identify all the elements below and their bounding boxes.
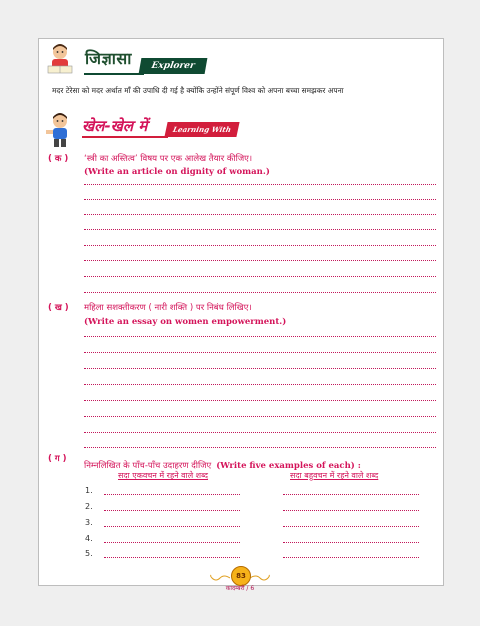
singular-answer-line[interactable] bbox=[104, 510, 240, 511]
question-english: (Write an article on dignity of woman.) bbox=[84, 167, 270, 177]
answer-line[interactable] bbox=[84, 447, 436, 448]
answer-line[interactable] bbox=[84, 416, 436, 417]
plural-answer-line[interactable] bbox=[283, 542, 419, 543]
explorer-badge: Explorer bbox=[139, 58, 208, 74]
item-number: 1. bbox=[85, 486, 93, 495]
answer-line[interactable] bbox=[84, 214, 436, 215]
answer-line[interactable] bbox=[84, 199, 436, 200]
jigyasa-underline bbox=[84, 73, 144, 75]
item-number: 5. bbox=[85, 549, 93, 558]
question-label: ( ग ) bbox=[48, 454, 67, 464]
answer-line[interactable] bbox=[84, 276, 436, 277]
question-label: ( क ) bbox=[48, 154, 69, 164]
jigyasa-title: जिज्ञासा bbox=[85, 49, 132, 68]
learning-badge: Learning With Fun bbox=[164, 122, 239, 137]
answer-line[interactable] bbox=[84, 229, 436, 230]
book-footer: कादम्बरी / 6 bbox=[225, 585, 255, 592]
question-english: (Write five examples of each) : bbox=[216, 461, 361, 471]
answer-line[interactable] bbox=[84, 292, 436, 293]
answer-line[interactable] bbox=[84, 384, 436, 385]
question-text: महिला सशक्तीकरण ( नारी शक्ति ) पर निबंध लिखिए। bbox=[84, 303, 252, 313]
question-text: निम्नलिखित के पाँच-पाँच उदाहरण दीजिए bbox=[84, 461, 212, 471]
item-number: 3. bbox=[85, 518, 93, 527]
answer-line[interactable] bbox=[84, 184, 436, 185]
question-english: (Write an essay on women empowerment.) bbox=[84, 317, 287, 327]
singular-answer-line[interactable] bbox=[104, 526, 240, 527]
answer-line[interactable] bbox=[84, 336, 436, 337]
answer-line[interactable] bbox=[84, 352, 436, 353]
plural-answer-line[interactable] bbox=[283, 494, 419, 495]
page-number: 83 bbox=[231, 566, 251, 586]
answer-line[interactable] bbox=[84, 400, 436, 401]
jigyasa-text: मदर टेरेसा को मदर अर्थात माँ की उपाधि दी गई है क्योंकि उन्होंने संपूर्ण विश्व को अपना बच्चा समझकर अपना bbox=[52, 86, 344, 95]
khel-underline bbox=[82, 136, 168, 138]
singular-answer-line[interactable] bbox=[104, 494, 240, 495]
singular-answer-line[interactable] bbox=[104, 557, 240, 558]
khel-title: खेल-खेल में bbox=[82, 117, 148, 135]
ornament-left-icon bbox=[210, 574, 230, 582]
column-heading-plural: सदा बहुवचन में रहने वाले शब्द bbox=[290, 471, 379, 480]
item-number: 4. bbox=[85, 534, 93, 543]
answer-line[interactable] bbox=[84, 245, 436, 246]
student-reading-icon bbox=[46, 42, 74, 76]
column-heading-singular: सदा एकवचन में रहने वाले शब्द bbox=[118, 471, 209, 480]
question-text: ‘स्त्री का अस्तित्व’ विषय पर एक आलेख तैयार कीजिए। bbox=[84, 154, 253, 164]
item-number: 2. bbox=[85, 502, 93, 511]
singular-answer-line[interactable] bbox=[104, 542, 240, 543]
student-playing-icon bbox=[46, 112, 74, 148]
ornament-right-icon bbox=[250, 574, 270, 582]
question-label: ( ख ) bbox=[48, 303, 69, 313]
plural-answer-line[interactable] bbox=[283, 510, 419, 511]
answer-line[interactable] bbox=[84, 432, 436, 433]
answer-line[interactable] bbox=[84, 368, 436, 369]
plural-answer-line[interactable] bbox=[283, 557, 419, 558]
answer-line[interactable] bbox=[84, 260, 436, 261]
plural-answer-line[interactable] bbox=[283, 526, 419, 527]
